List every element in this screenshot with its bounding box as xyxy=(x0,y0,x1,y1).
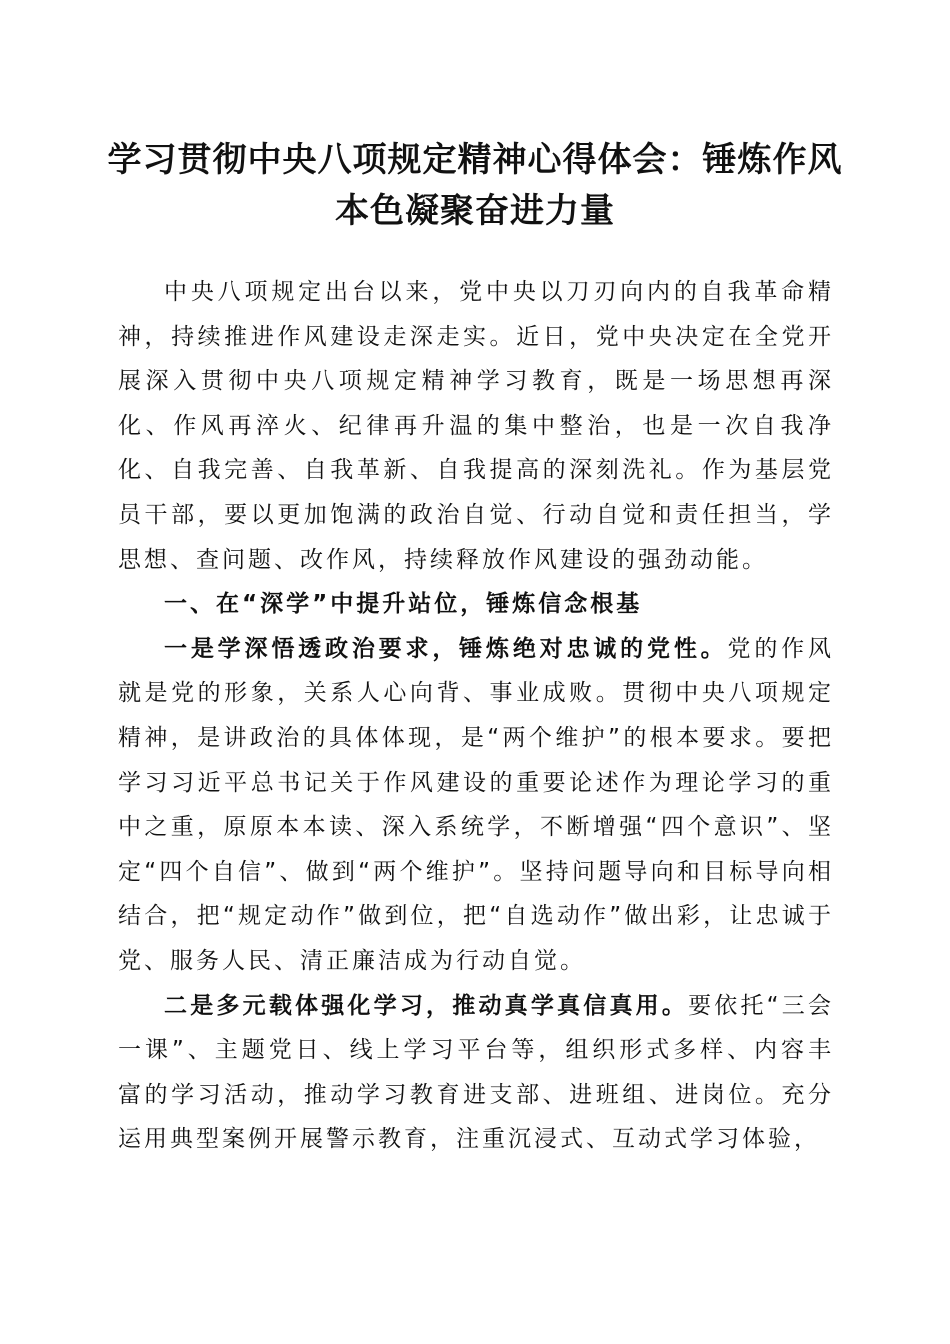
point-one-paragraph xyxy=(118,627,834,984)
section-heading: 一、在“深学”中提升站位，锤炼信念根基 xyxy=(164,591,643,618)
intro-paragraph: 中央八项规定出台以来，党中央以刀刃向内的自我革命精神，持续推进作风建设走深走实。近日，党中央决定在全党开展深入贯彻中央八项规定精神学习教育，既是一场思想再深化、作风再淬火、纪律再升温的集中整治，也是一次自我净化、自我完善、自我革新、自我提高的深刻洗礼。作为基层党员干部，要以更加饱满的政治自觉、行动自觉和责任担当，学思想、查问题、改作风，持续释放作风建设的强劲动能。 xyxy=(118,279,834,573)
point-one-lead: 一是学深悟透政治要求，锤炼绝对忠诚的党性。 xyxy=(164,635,728,662)
point-two-paragraph xyxy=(118,984,834,1162)
point-two-body: 要依托“三会一课”、主题党日、线上学习平台等，组织形式多样、内容丰富的学习活动，推动学习教育进支部、进班组、进岗位。充分运用典型案例开展警示教育，注重沉浸式、互动式学习体验， xyxy=(118,992,834,1153)
document-body xyxy=(118,270,834,1162)
point-one-body: 党的作风就是党的形象，关系人心向背、事业成败。贯彻中央八项规定精神，是讲政治的具体体现，是“两个维护”的根本要求。要把学习习近平总书记关于作风建设的重要论述作为理论学习的重中之重，原原本本读、深入系统学，不断增强“四个意识”、坚定“四个自信”、做到“两个维护”。坚持问题导向和目标导向相结合，把“规定动作”做到位，把“自选动作”做出彩，让忠诚于党、服务人民、清正廉洁成为行动自觉。 xyxy=(118,635,835,974)
point-two-lead: 二是多元载体强化学习，推动真学真信真用。 xyxy=(164,992,689,1019)
document-title: 学习贯彻中央八项规定精神心得体会：锤炼作风本色凝聚奋进力量 xyxy=(107,140,843,231)
